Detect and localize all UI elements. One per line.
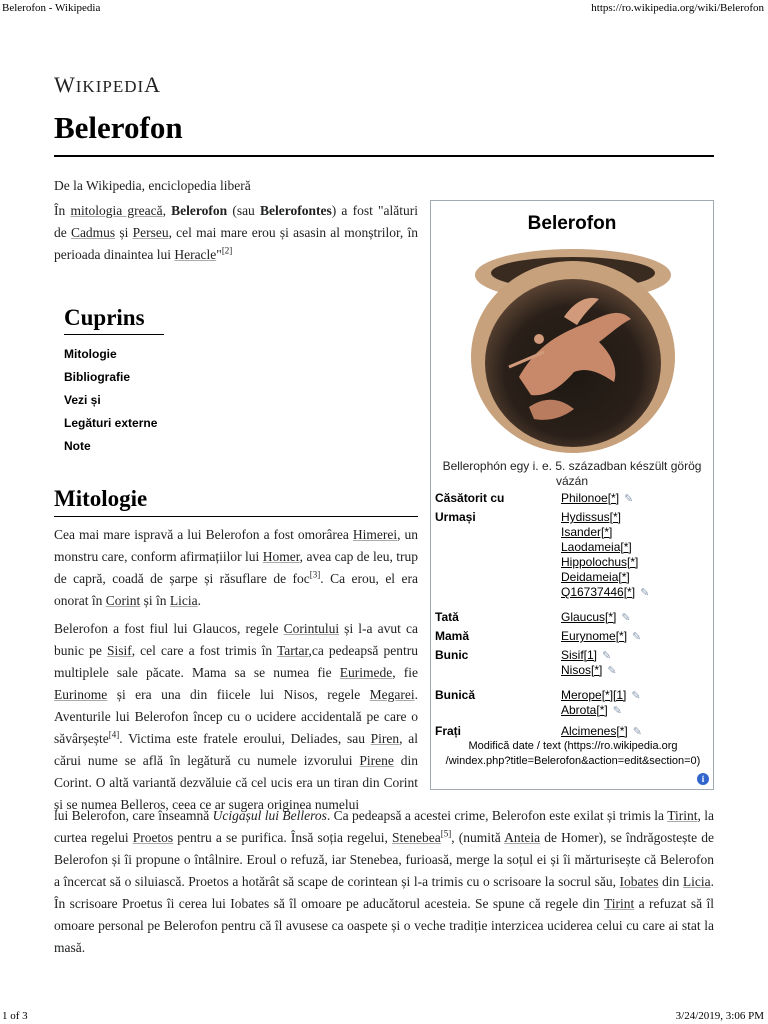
link-corintului[interactable]: Corintului <box>283 621 340 636</box>
infobox-value-link[interactable]: Isander[*] <box>561 525 613 539</box>
image-caption: Bellerophón egy i. e. 5. században készült görög vázán <box>442 459 702 488</box>
link-tirint[interactable]: Tirint <box>667 808 698 823</box>
pencil-icon[interactable]: ✎ <box>632 726 642 738</box>
pencil-icon[interactable]: ✎ <box>632 631 642 643</box>
infobox-value-link[interactable]: Abrota[*] <box>561 703 608 717</box>
infobox-row-label: Frați <box>435 724 462 738</box>
title-divider <box>54 155 714 157</box>
infobox-row <box>435 648 711 678</box>
paragraph-3: lui Belerofon, care înseamnă Ucigașul lui Belleros. Ca pedeapsă a acestei crime, Belerofon este exilat și trimis la Tirint, la curtea regelui Proetos pentru a se purifica. Însă soția regelui, Stenebea[5], (numită Anteia de Homer), se îndrăgostește de Belerofon și îi propune o întâlnire. Eroul o refuză, iar Stenebea, furioasă, merge la soțul ei și îi mărturisește că Belerofon a încercat să o siluiască. Proetos a hotărât să scape de corintean și l-a trimis cu o scrisoare la socrul său, Iobates din Licia. În scrisoare Proetus îi cerea lui Iobates să îl omoare pe aducătorul acesteia. Se spune că regele din Tirint a refuzat să îl omoare personal pe Belerofon pentru că îl avusese ca oaspete și o veche tradiție interzicea uciderea celui cu care ai stat la masă. <box>54 808 715 955</box>
wordmark-rest: IKIPEDI <box>75 77 145 96</box>
link-megarei[interactable]: Megarei <box>369 687 415 702</box>
infobox-value-link[interactable]: Q16737446[*] <box>561 585 636 599</box>
bold-belerofontes: Belerofontes <box>260 203 332 218</box>
pencil-icon[interactable]: ✎ <box>631 690 641 702</box>
link-anteia[interactable]: Anteia <box>504 830 541 845</box>
pencil-icon[interactable]: ✎ <box>624 493 634 505</box>
link-heracle[interactable]: Heracle <box>174 247 217 262</box>
toc-item-vezi-si[interactable]: Vezi și <box>64 393 101 407</box>
link-sisif[interactable]: Sisif <box>106 643 132 658</box>
infobox-value-link[interactable]: Merope[*][1] <box>561 688 627 702</box>
reference-3[interactable]: [3] <box>309 569 321 580</box>
section-divider <box>54 516 418 517</box>
wordmark-last: A <box>144 72 162 97</box>
wordmark-first: W <box>54 72 76 97</box>
toc-item-mitologie[interactable]: Mitologie <box>64 347 117 361</box>
bold-belerofon: Belerofon <box>171 203 228 218</box>
link-pirene[interactable]: Pirene <box>359 753 394 768</box>
infobox-value-link[interactable]: Hippolochus[*] <box>561 555 639 569</box>
infobox-value-link[interactable]: Hydissus[*] <box>561 510 622 524</box>
infobox-row <box>435 491 711 506</box>
link-tirint-2[interactable]: Tirint <box>603 896 635 911</box>
edit-data-link[interactable]: Modifică date / text (https://ro.wikipedia.org /windex.php?title=Belerofon&action=edit&section=0) <box>445 740 701 767</box>
lead-paragraph: În mitologia greacă, Belerofon (sau Belerofontes) a fost "alături de Cadmus și Perseu, cel mai mare erou și asasin al monștrilor, în perioada dinaintea lui Heracle"[2] <box>54 203 419 262</box>
wikipedia-wordmark[interactable] <box>54 72 161 98</box>
link-iobates[interactable]: Iobates <box>619 874 659 889</box>
infobox-value-link[interactable]: Laodameia[*] <box>561 540 632 554</box>
toc-item-bibliografie[interactable]: Bibliografie <box>64 370 131 384</box>
vase-image[interactable] <box>469 247 677 453</box>
infobox-row-label: Bunică <box>435 688 476 702</box>
infobox-value-link[interactable]: Sisif[1] <box>561 648 598 662</box>
italic-ucigasul: Ucigașul lui Belleros <box>212 808 327 823</box>
infobox-row <box>435 724 711 739</box>
link-corint[interactable]: Corint <box>105 593 141 608</box>
link-stenebea[interactable]: Stenebea <box>392 830 441 845</box>
link-cadmus[interactable]: Cadmus <box>70 225 116 240</box>
infobox-row <box>435 510 711 600</box>
tagline: De la Wikipedia, enciclopedia liberă <box>54 178 251 193</box>
toc-item-note[interactable]: Note <box>64 439 91 453</box>
infobox-row <box>435 610 711 625</box>
infobox-row-label: Tată <box>435 610 459 624</box>
infobox-row-label: Mamă <box>435 629 470 643</box>
link-eurimede[interactable]: Eurimede <box>339 665 393 680</box>
link-tartar[interactable]: Tartar <box>276 643 309 658</box>
link-perseu[interactable]: Perseu <box>132 225 169 240</box>
infobox-row-label: Căsătorit cu <box>435 491 505 505</box>
infobox-value-link[interactable]: Philonoe[*] <box>561 491 620 505</box>
toc-item-legaturi-externe[interactable]: Legături externe <box>64 416 158 430</box>
section-heading-mitologie: Mitologie <box>54 486 148 511</box>
link-licia-2[interactable]: Licia <box>682 874 711 889</box>
info-icon[interactable]: i <box>697 773 709 785</box>
reference-2[interactable]: [2] <box>221 245 233 256</box>
paragraph-2: Belerofon a fost fiul lui Glaucos, regele Corintului și l-a avut ca bunic pe Sisif, cel care a fost trimis în Tartar,ca pedeapsă pentru multiplele sale păcate. Mama sa se numea fie Eurimede, fie Eurinome și era una din fiicele lui Nisos, regele Megarei. Aventurile lui Belerofon încep cu o ucidere accidentală pe care o săvârșește[4]. Victima este fratele eroului, Deliades, sau Piren, al cărui nume se află în legătură cu numele izvorului Pirene din Corint. O altă variantă dezvăluie că cel ucis era un tiran din Corint și se numea Belleros, ceea ce ar sugera originea numelui <box>54 621 418 812</box>
infobox-value-link[interactable]: Nisos[*] <box>561 663 603 677</box>
infobox-row-label: Bunic <box>435 648 469 662</box>
paragraph-1: Cea mai mare ispravă a lui Belerofon a fost omorârea Himerei, un monstru care, conform afirmațiilor lui Homer, avea cap de leu, trup de capră, coadă de șarpe și răsuflare de foc[3]. Ca erou, el era onorat în Corint și în Licia. <box>54 527 418 608</box>
infobox-value-link[interactable]: Glaucus[*] <box>561 610 617 624</box>
link-homer[interactable]: Homer <box>262 549 300 564</box>
pencil-icon[interactable]: ✎ <box>612 705 622 717</box>
pencil-icon[interactable]: ✎ <box>621 612 631 624</box>
infobox-row-label: Urmași <box>435 510 476 524</box>
infobox-value-link[interactable]: Eurynome[*] <box>561 629 628 643</box>
table-of-contents <box>64 305 244 458</box>
link-eurinome[interactable]: Eurinome <box>54 687 108 702</box>
infobox-row <box>435 688 711 718</box>
toc-title: Cuprins <box>64 305 164 335</box>
link-piren[interactable]: Piren <box>370 731 400 746</box>
link-licia[interactable]: Licia <box>169 593 198 608</box>
infobox-row <box>435 629 711 644</box>
pencil-icon[interactable]: ✎ <box>640 587 650 599</box>
infobox-value-link[interactable]: Deidameia[*] <box>561 570 630 584</box>
pencil-icon[interactable]: ✎ <box>602 650 612 662</box>
print-date: 3/24/2019, 3:06 PM <box>675 1010 764 1022</box>
reference-5[interactable]: [5] <box>440 828 452 839</box>
link-mitologia-greaca[interactable]: mitologia greacă <box>70 203 163 218</box>
page-title: Belerofon <box>54 110 183 145</box>
link-himerei[interactable]: Himerei <box>352 527 398 542</box>
infobox-value-link[interactable]: Alcimenes[*] <box>561 724 628 738</box>
infobox-title: Belerofon <box>527 213 617 234</box>
reference-4[interactable]: [4] <box>108 729 120 740</box>
pencil-icon[interactable]: ✎ <box>607 665 617 677</box>
page-count: 1 of 3 <box>2 1010 28 1022</box>
print-header-url[interactable]: https://ro.wikipedia.org/wiki/Belerofon <box>591 2 764 14</box>
print-header-title: Belerofon - Wikipedia <box>2 2 101 14</box>
infobox-rows <box>435 491 711 739</box>
link-proetos[interactable]: Proetos <box>132 830 174 845</box>
infobox <box>430 200 714 790</box>
